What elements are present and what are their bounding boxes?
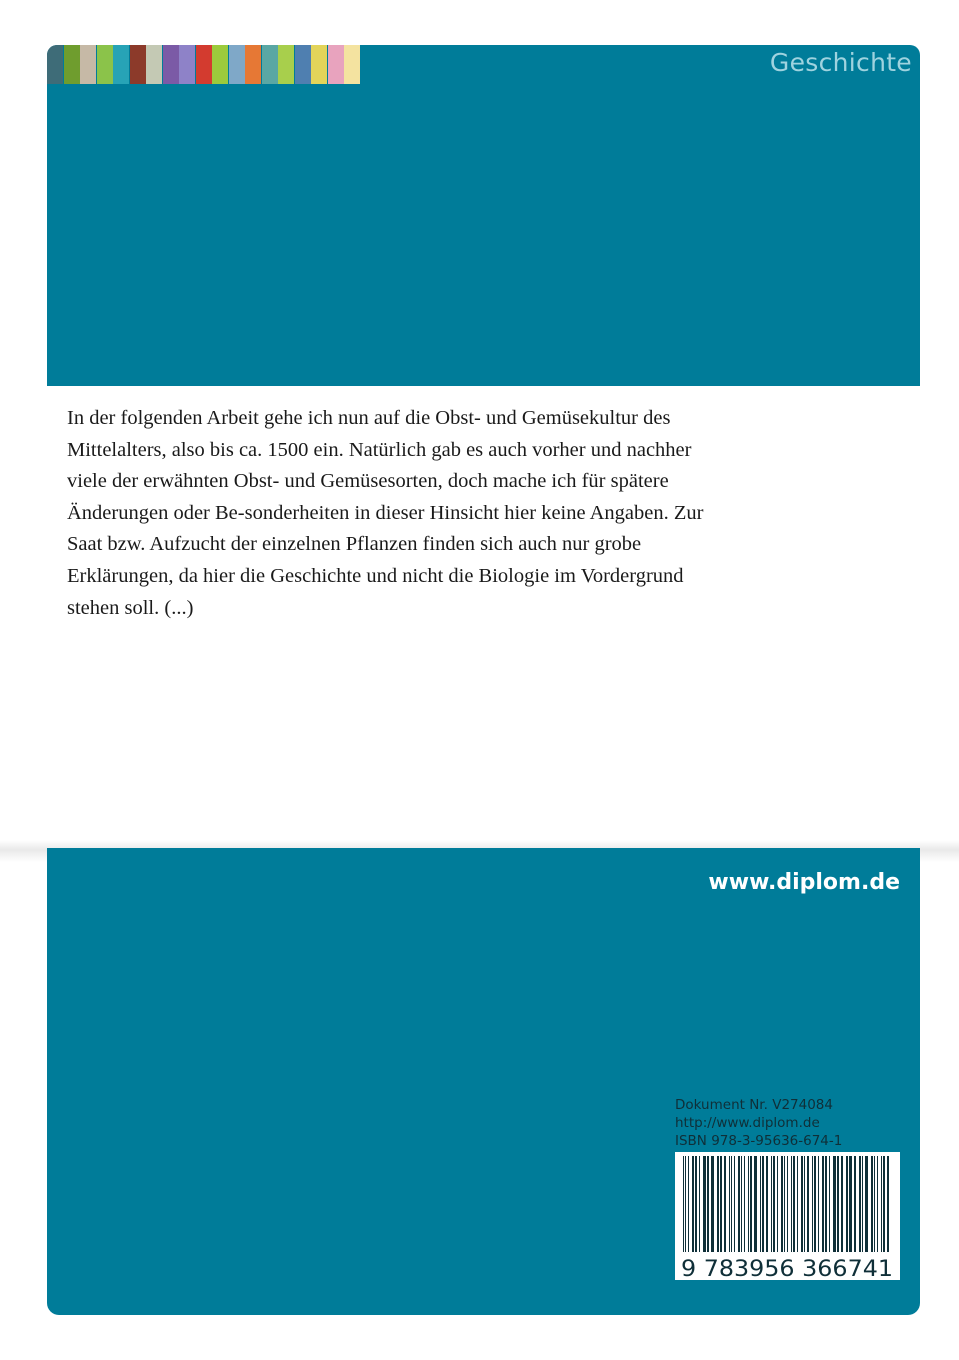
barcode-bar (734, 1156, 735, 1252)
barcode-bar (717, 1156, 719, 1252)
color-stripe (311, 45, 327, 84)
barcode-bar (703, 1156, 706, 1252)
barcode-bar (874, 1156, 875, 1252)
barcode-bar (812, 1156, 813, 1252)
color-stripe (212, 45, 228, 84)
barcode-bar (750, 1156, 752, 1252)
barcode-bar (804, 1156, 805, 1252)
barcode-website: http://www.diplom.de (675, 1115, 820, 1131)
barcode-bar (777, 1156, 778, 1252)
barcode-bar (846, 1156, 848, 1252)
barcode-bar (883, 1156, 885, 1252)
barcode-bar (683, 1156, 684, 1252)
barcode-bar (833, 1156, 836, 1252)
barcode-bar (818, 1156, 819, 1252)
barcode-bar (791, 1156, 792, 1252)
color-stripe (130, 45, 146, 84)
barcode-bar (865, 1156, 868, 1252)
barcode-bar (841, 1156, 843, 1252)
color-stripe (295, 45, 311, 84)
color-stripe (146, 45, 162, 84)
cover-bottom-panel (47, 848, 920, 1315)
barcode-bar (881, 1156, 882, 1252)
barcode-bar (724, 1156, 726, 1252)
barcode-bar (738, 1156, 740, 1252)
barcode-bar (754, 1156, 757, 1252)
barcode-bar (862, 1156, 863, 1252)
color-stripe (344, 45, 360, 84)
barcode-image (675, 1152, 900, 1280)
barcode-digits: 9 783956 366741 (681, 1257, 893, 1280)
color-stripe (163, 45, 179, 84)
blurb-text (67, 403, 787, 624)
barcode-bar (825, 1156, 827, 1252)
cover-top-panel (47, 45, 920, 386)
blurb-line: viele der erwähnten Obst- und Gemüsesorten, doch mache ich für spätere (67, 470, 669, 493)
barcode-bar (695, 1156, 697, 1252)
barcode-bar (801, 1156, 803, 1252)
color-stripe (278, 45, 294, 84)
barcode-bar (771, 1156, 772, 1252)
color-stripe (97, 45, 113, 84)
barcode-bar (887, 1156, 889, 1252)
barcode-bar (781, 1156, 783, 1252)
color-stripe (64, 45, 80, 84)
blurb-line: Mittelalters, also bis ca. 1500 ein. Natürlich gab es auch vorher und nachher (67, 438, 692, 461)
barcode-bar (699, 1156, 700, 1252)
color-stripe (245, 45, 261, 84)
barcode-block (675, 1096, 900, 1280)
barcode-bar (741, 1156, 742, 1252)
barcode-bar (773, 1156, 775, 1252)
barcode-bar (787, 1156, 788, 1252)
color-stripe (328, 45, 344, 84)
barcode-bar (784, 1156, 785, 1252)
barcode-bar (762, 1156, 764, 1252)
color-stripe (262, 45, 278, 84)
barcode-bar (814, 1156, 816, 1252)
barcode-bar (822, 1156, 824, 1252)
barcode-bar (829, 1156, 830, 1252)
color-stripe (80, 45, 96, 84)
barcode-bar (685, 1156, 686, 1252)
barcode-bar (760, 1156, 761, 1252)
barcode-bar (720, 1156, 722, 1252)
isbn-label: ISBN 978-3-95636-674-1 (675, 1133, 843, 1149)
barcode-bar (766, 1156, 768, 1252)
barcode-bar (744, 1156, 745, 1252)
barcode-bar (871, 1156, 873, 1252)
barcode-bar (707, 1156, 709, 1252)
barcode-bar (731, 1156, 732, 1252)
blurb-line: Erklärungen, da hier die Geschichte und nicht die Biologie im Vordergrund (67, 564, 684, 587)
blurb-line: Änderungen oder Be-sonderheiten in dieser Hinsicht hier keine Angaben. Zur (67, 501, 704, 524)
barcode-bar (877, 1156, 878, 1252)
barcode-bar (688, 1156, 689, 1252)
barcode-bar (797, 1156, 798, 1252)
color-stripes (47, 45, 361, 84)
color-stripe (196, 45, 212, 84)
color-stripe (229, 45, 245, 84)
category-label: Geschichte (769, 48, 912, 77)
blurb-line: stehen soll. (...) (67, 596, 194, 619)
barcode-bar (748, 1156, 749, 1252)
barcode-bar (729, 1156, 730, 1252)
barcode-bar (854, 1156, 856, 1252)
color-stripe (113, 45, 129, 84)
barcode-bar (692, 1156, 694, 1252)
document-number: Dokument Nr. V274084 (675, 1097, 833, 1113)
barcode-bar (849, 1156, 852, 1252)
barcode-bar (711, 1156, 714, 1252)
color-stripe (47, 45, 63, 84)
color-stripe (179, 45, 195, 84)
barcode-bar (859, 1156, 861, 1252)
blurb-line: In der folgenden Arbeit gehe ich nun auf die Obst- und Gemüsekultur des (67, 407, 671, 429)
barcode-bar (837, 1156, 839, 1252)
barcode-bar (793, 1156, 795, 1252)
blurb-line: Saat bzw. Aufzucht der einzelnen Pflanzen finden sich auch nur grobe (67, 533, 642, 556)
publisher-url[interactable]: www.diplom.de (708, 870, 900, 895)
barcode-bar (807, 1156, 809, 1252)
